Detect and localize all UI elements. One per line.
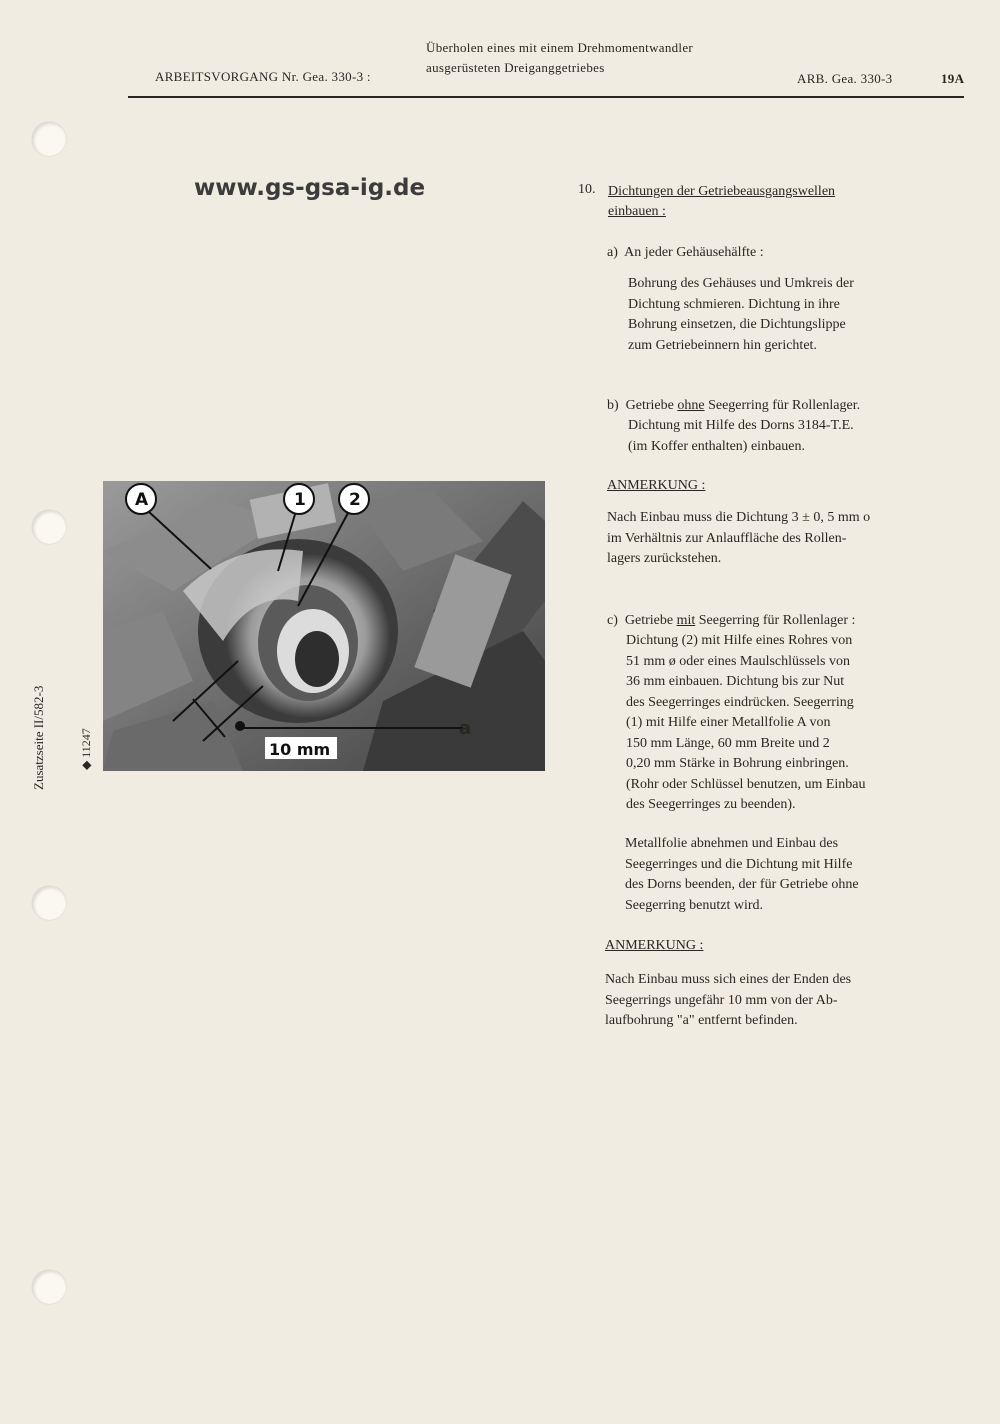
item-c-after-line: Seegerringes und die Dichtung mit Hilfe [625,856,853,872]
punch-hole [32,122,66,156]
note2-line: Seegerrings ungefähr 10 mm von der Ab- [605,992,838,1008]
note1-heading: ANMERKUNG : [607,478,706,493]
item-a-line: Dichtung schmieren. Dichtung in ihre [628,296,840,312]
header-page-number: 19A [941,71,965,86]
header-rule [128,96,964,98]
item-c-line: Dichtung (2) mit Hilfe eines Rohres von [626,633,853,648]
punch-hole [32,886,66,920]
item-c-after-line: Seegerring benutzt wird. [625,897,764,913]
item-c-mit: mit [676,613,696,628]
item-c-line: 0,20 mm Stärke in Bohrung einbringen. [626,756,849,771]
watermark-url: www.gs-gsa-ig.de [194,175,426,201]
label-a: a [459,718,472,739]
section-title-line2: einbauen : [608,204,666,219]
figure-drawing [103,481,545,771]
item-b-line: Dichtung mit Hilfe des Dorns 3184-T.E. [628,418,854,433]
item-b-suffix: Seegerring für Rollenlager. [704,398,861,413]
item-c-line: 36 mm einbauen. Dichtung bis zur Nut [626,674,845,689]
note2-heading: ANMERKUNG : [605,938,704,953]
item-c-after-line: des Dorns beenden, der für Getriebe ohne [625,877,859,892]
item-a-heading: a) An jeder Gehäusehälfte : [607,245,764,260]
note1-line: im Verhältnis zur Anlauffläche des Rollen- [607,530,847,546]
label-1: 1 [294,490,306,510]
header-left-label: ARBEITSVORGANG Nr. Gea. 330-3 : [155,69,371,84]
header-title-line2: ausgerüsteten Dreiganggetriebes [426,60,605,75]
item-b-ohne: ohne [677,398,705,413]
header-ref: ARB. Gea. 330-3 [797,71,893,86]
note2-line: Nach Einbau muss sich eines der Enden des [605,972,852,987]
item-b-line1 [607,396,860,417]
item-b-text [628,416,854,457]
item-c-line1 [607,611,855,632]
note2-text [605,970,851,1032]
item-c-line: des Seegerringes eindrücken. Seegerring [626,694,854,710]
item-c-line: 150 mm Länge, 60 mm Breite und 2 [626,735,830,751]
item-a-line: Bohrung einsetzen, die Dichtungslippe [628,317,846,332]
item-c-prefix: c) Getriebe [607,613,677,628]
item-c-after-text [625,834,859,916]
item-c-line: des Seegerringes zu beenden). [626,797,796,812]
note1-line: lagers zurückstehen. [607,551,722,566]
punch-hole [32,510,66,544]
figure-number: ◆ 11247 [79,728,93,770]
note1-text [607,508,870,570]
item-c-line: 51 mm ø oder eines Maulschlüssels von [626,653,850,669]
header-title-line1: Überholen eines mit einem Drehmomentwandler [426,40,694,55]
item-b-prefix: b) Getriebe [607,398,678,413]
item-c-suffix: Seegerring für Rollenlager : [695,613,856,628]
figure-photo [103,481,545,771]
item-c-text [626,631,866,816]
item-c-line: (Rohr oder Schlüssel benutzen, um Einbau [626,776,866,792]
punch-hole [32,1270,66,1304]
section-title-line1: Dichtungen der Getriebeausgangswellen [608,184,836,199]
side-vertical-text: Zusatzseite II/582-3 [31,685,46,790]
label-A: A [135,490,149,510]
note2-line: laufbohrung "a" entfernt befinden. [605,1013,798,1028]
item-a-line: Bohrung des Gehäuses und Umkreis der [628,276,854,291]
label-2: 2 [349,490,361,510]
dimension-label: 10 mm [269,740,331,759]
item-a-line: zum Getriebeinnern hin gerichtet. [628,337,817,353]
section-number: 10. [578,182,596,197]
item-a-text [628,274,854,356]
note1-line: Nach Einbau muss die Dichtung 3 ± 0, 5 mm o [607,510,871,525]
item-c-line: (1) mit Hilfe einer Metallfolie A von [626,715,831,730]
item-c-after-line: Metallfolie abnehmen und Einbau des [625,836,839,851]
item-b-line: (im Koffer enthalten) einbauen. [628,438,806,454]
